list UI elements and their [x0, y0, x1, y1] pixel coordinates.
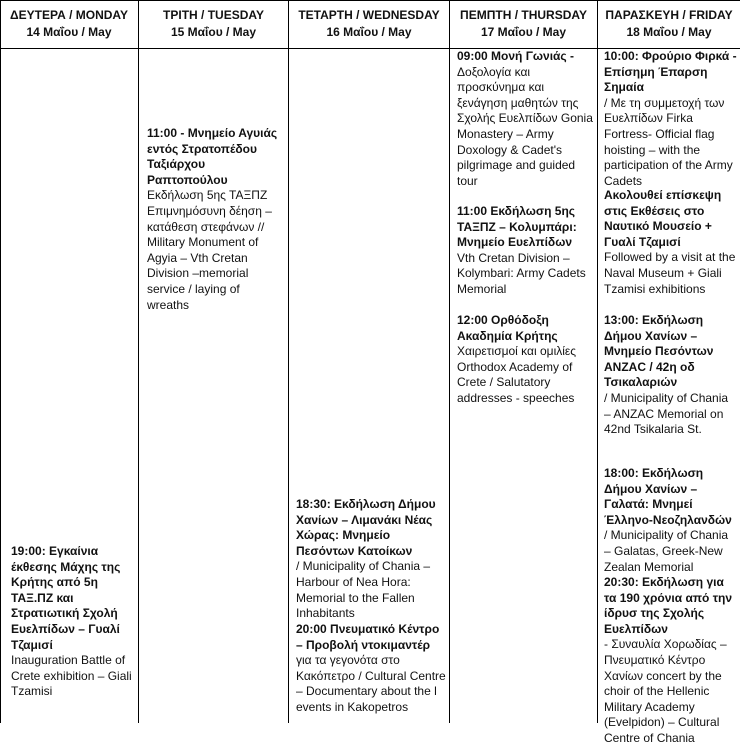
event-monday-1900 — [11, 544, 134, 700]
header-wednesday — [289, 0, 449, 48]
header-date: 16 Μαΐου / May — [326, 25, 412, 39]
event-friday-2030 — [604, 575, 738, 747]
column-divider — [449, 0, 450, 723]
header-date: 15 Μαΐου / May — [170, 25, 257, 39]
event-title: 10:00: Φρούριο Φιρκά - Επίσημη Έπαρση Σημαία — [604, 49, 737, 95]
header-thursday — [450, 0, 597, 48]
event-text: Vth Cretan Division – Kolymbari: Army Cadets Memorial — [457, 250, 586, 296]
header-date: 14 Μαΐου / May — [26, 25, 112, 39]
header-day: ΔΕΥΤΕΡΑ / MONDAY — [10, 8, 128, 22]
event-friday-1300 — [604, 313, 738, 438]
event-text: για τα γεγονότα στο Κακόπετρο / Cultural Centre – Documentary about the l events in Kakopetros — [296, 653, 446, 714]
table-border-left — [0, 0, 1, 723]
event-title: 11:00 - Μνημείο Αγυιάς εντός Στρατοπέδου Ταξιάρχου Ραπτοπούλου — [147, 126, 278, 187]
event-friday-1800 — [604, 466, 738, 575]
column-divider — [288, 0, 289, 723]
event-text: Εκδήλωση 5ης ΤΑΞΠΖ Επιμνημόσυνη δέηση – κατάθεση στεφάνων // Military Monument of Agyia – Vth Cretan Division –memorial service / laying of wreaths — [147, 188, 272, 312]
event-text: Χαιρετισμοί και ομιλίες Orthodox Academy of Crete / Salutatory addresses - speeches — [457, 344, 577, 405]
event-tuesday-1100 — [147, 126, 284, 313]
event-title: 09:00 Μονή Γωνιάς - — [457, 49, 574, 63]
event-text: Followed by a visit at the Naval Museum + Giali Tzamisi exhibitions — [604, 250, 736, 296]
header-date: 17 Μαΐου / May — [480, 25, 567, 39]
event-title: Ακολουθεί επίσκεψη στις Εκθέσεις στο Ναυτικό Μουσείο + Γυαλί Τζαμισί — [604, 188, 722, 249]
event-wednesday-2000 — [296, 622, 446, 716]
header-tuesday — [139, 0, 288, 48]
header-day: ΠΑΡΑΣΚΕΥΗ / FRIDAY — [605, 8, 733, 22]
header-date: 18 Μαΐου / May — [626, 25, 712, 39]
event-thursday-1200 — [457, 313, 594, 407]
event-title: 11:00 Εκδήλωση 5ης ΤΑΞΠΖ – Κολυμπάρι: Μνημείο Ευελπίδων — [457, 204, 577, 250]
event-title: 18:30: Εκδήλωση Δήμου Χανίων – Λιμανάκι Νέας Χώρας: Μνημείο Πεσόντων Κατοίκων — [296, 497, 436, 558]
event-text: Δοξολογία και προσκύνημα και ξενάγηση μαθητών της Σχολής Ευελπίδων Gonia Monastery – Army Doxology & Cadet's pilgrimage and guided tour — [457, 64, 593, 188]
event-title: 18:00: Εκδήλωση Δήμου Χανίων – Γαλατά: Μνημεί Έλληνο-Νεοζηλανδών — [604, 466, 732, 527]
column-divider — [138, 0, 139, 723]
event-friday-museum-visit — [604, 188, 738, 297]
event-title: 13:00: Εκδήλωση Δήμου Χανίων – Μνημείο Πεσόντων ANZAC / 42η οδ Τσικαλαριών — [604, 313, 714, 390]
event-title: 19:00: Εγκαίνια έκθεσης Μάχης της Κρήτης από 5η ΤΑΞ.ΠΖ και Στρατιωτική Σχολή Ευελπίδων – Γυαλί Τζαμισί — [11, 544, 121, 652]
event-title: 20:00 Πνευματικό Κέντρο – Προβολή ντοκιμαντέρ — [296, 622, 440, 652]
event-text: / Municipality of Chania – ANZAC Memorial on 42nd Tsikalaria St. — [604, 390, 729, 437]
event-text: / Municipality of Chania – Harbour of Nea Hora: Memorial to the Fallen Inhabitants — [296, 559, 431, 621]
event-thursday-0900 — [457, 49, 594, 189]
event-wednesday-1830 — [296, 497, 446, 622]
event-title: 12:00 Ορθόδοξη Ακαδημία Κρήτης — [457, 313, 558, 343]
column-divider — [597, 0, 598, 723]
event-thursday-1100 — [457, 204, 594, 298]
header-friday — [598, 0, 740, 48]
event-text: / Με τη συμμετοχή των Ευελπίδων Firka Fortress- Official flag hoisting – with the participation of the Army Cadets — [604, 95, 733, 188]
event-text: / Municipality of Chania – Galatas, Greek-New Zealan Memorial — [604, 528, 729, 574]
event-title: 20:30: Εκδήλωση για τα 190 χρόνια από την ίδρυσ της Σχολής Ευελπίδων — [604, 575, 733, 636]
event-friday-1000 — [604, 49, 738, 189]
header-day: ΤΡΙΤΗ / TUESDAY — [163, 8, 264, 22]
header-day: ΠΕΜΠΤΗ / THURSDAY — [460, 8, 587, 22]
event-text: Inauguration Battle of Crete exhibition – Giali Tzamisi — [11, 653, 132, 699]
header-day: ΤΕΤΑΡΤΗ / WEDNESDAY — [298, 8, 440, 22]
header-monday — [0, 0, 138, 48]
event-text: - Συναυλία Χορωδίας – Πνευματικό Κέντρο Χανίων concert by the choir of the Hellenic Military Academy (Evelpidon) – Cultural Centre of Chania — [604, 637, 727, 745]
